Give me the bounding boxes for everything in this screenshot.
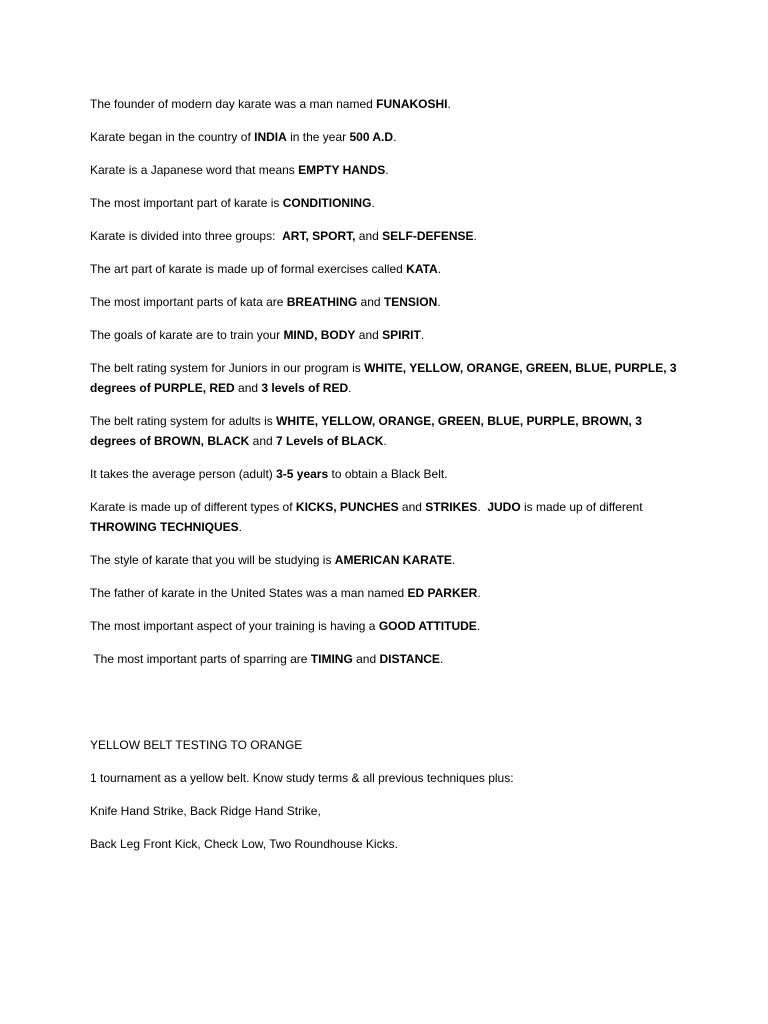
fact-black-belt-time: It takes the average person (adult) 3-5 years to obtain a Black Belt.: [90, 467, 448, 481]
document-body: [90, 94, 690, 867]
fact-adult-belts: The belt rating system for adults is WHITE, YELLOW, ORANGE, GREEN, BLUE, PURPLE, BROWN, 3 degrees of BROWN, BLACK and 7 Levels of BLACK.: [90, 414, 646, 448]
fact-techniques: Karate is made up of different types of KICKS, PUNCHES and STRIKES. JUDO is made up of different THROWING TECHNIQUES.: [90, 500, 646, 534]
fact-junior-belts: The belt rating system for Juniors in our program is WHITE, YELLOW, ORANGE, GREEN, BLUE, PURPLE, 3 degrees of PURPLE, RED and 3 levels of RED.: [90, 361, 680, 395]
fact-meaning: Karate is a Japanese word that means EMPTY HANDS.: [90, 163, 389, 177]
fact-style: The style of karate that you will be studying is AMERICAN KARATE.: [90, 553, 456, 567]
fact-important-part: The most important part of karate is CONDITIONING.: [90, 196, 375, 210]
fact-founder: The founder of modern day karate was a man named FUNAKOSHI.: [90, 97, 451, 111]
fact-three-groups: Karate is divided into three groups: ART, SPORT, and SELF-DEFENSE.: [90, 229, 477, 243]
fact-father: The father of karate in the United States was a man named ED PARKER.: [90, 586, 481, 600]
fact-attitude: The most important aspect of your training is having a GOOD ATTITUDE.: [90, 619, 481, 633]
testing-heading: YELLOW BELT TESTING TO ORANGE: [90, 738, 303, 752]
fact-sparring: The most important parts of sparring are TIMING and DISTANCE.: [90, 652, 444, 666]
fact-goals: The goals of karate are to train your MIND, BODY and SPIRIT.: [90, 328, 425, 342]
testing-kicks: Back Leg Front Kick, Check Low, Two Roundhouse Kicks.: [90, 837, 398, 851]
fact-origin: Karate began in the country of INDIA in the year 500 A.D.: [90, 130, 397, 144]
fact-kata: The art part of karate is made up of formal exercises called KATA.: [90, 262, 442, 276]
section-spacer: [90, 682, 690, 735]
fact-kata-parts: The most important parts of kata are BREATHING and TENSION.: [90, 295, 441, 309]
testing-strikes: Knife Hand Strike, Back Ridge Hand Strike,: [90, 804, 321, 818]
testing-requirements: 1 tournament as a yellow belt. Know study terms & all previous techniques plus:: [90, 771, 514, 785]
